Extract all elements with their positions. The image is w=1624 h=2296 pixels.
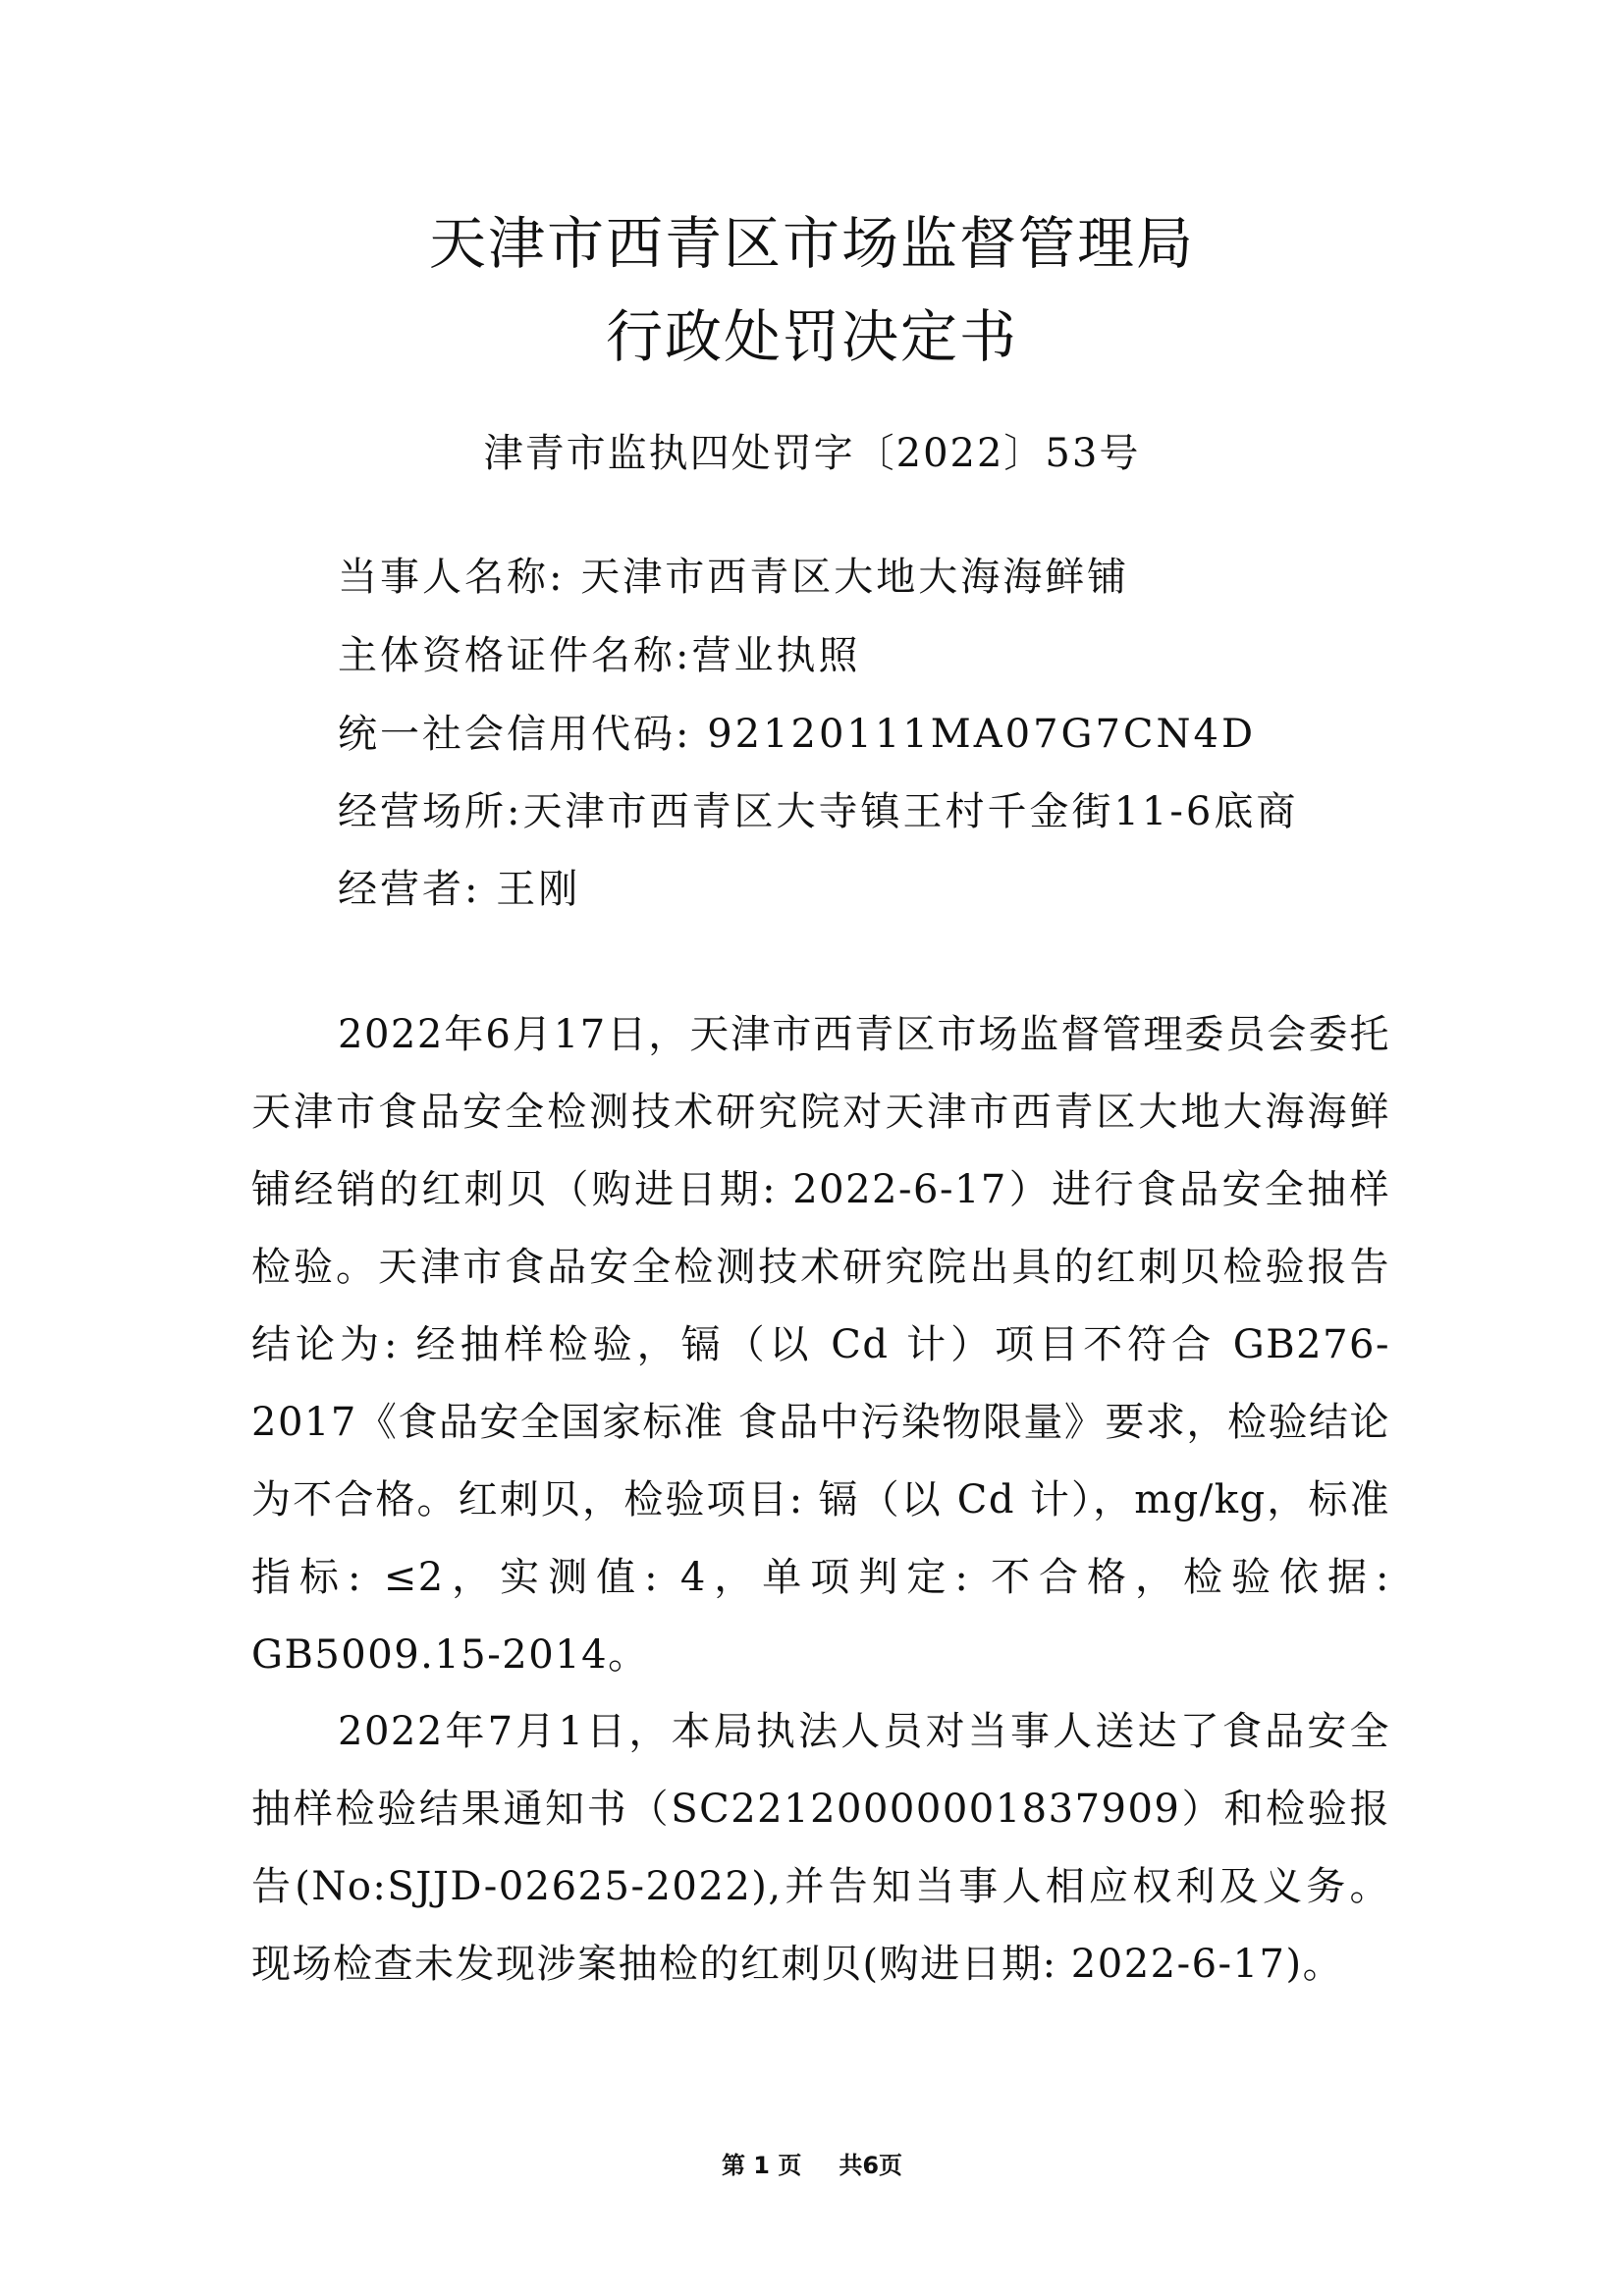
document-title-line2: 行政处罚决定书	[605, 303, 1018, 370]
page-footer	[0, 2148, 1624, 2183]
body-paragraph: 2022年7月1日，本局执法人员对当事人送达了食品安全抽样检验结果通知书（SC22120000001837909）和检验报告(No:SJJD-02625-2022),并告知当事人相应权利及义务。现场检查未发现涉案抽检的红刺贝(购进日期: 2022-6-17)。	[251, 1709, 1390, 1987]
document-number: 津青市监执四处罚字〔2022〕53号	[483, 431, 1141, 476]
business-address-line: 经营场所:天津市西青区大寺镇王村千金街11-6底商	[338, 789, 1299, 834]
page-number: 第 1 页	[721, 2152, 802, 2179]
party-name-line: 当事人名称: 天津市西青区大地大海海鲜铺	[338, 555, 1130, 600]
body-paragraph: 2022年6月17日，天津市西青区市场监督管理委员会委托天津市食品安全检测技术研究院对天津市西青区大地大海海鲜铺经销的红刺贝（购进日期: 2022-6-17）进行食品安全抽样检验。天津市食品安全检测技术研究院出具的红刺贝检验报告结论为: 经抽样检验，镉（以 Cd 计）项目不符合 GB276-2017《食品安全国家标准 食品中污染物限量》要求，检验结论为不合格。红刺贝，检验项目: 镉（以 Cd 计），mg/kg，标准指标: ≤2，实测值: 4，单项判定: 不合格，检验依据: GB5009.15-2014。	[251, 1012, 1390, 1678]
license-type-line: 主体资格证件名称:营业执照	[338, 633, 861, 678]
credit-code-line: 统一社会信用代码: 92120111MA07G7CN4D	[338, 712, 1257, 757]
operator-line: 经营者: 王刚	[338, 867, 581, 912]
document-title-line1: 天津市西青区市场监督管理局	[428, 210, 1195, 277]
page-total: 共6页	[839, 2152, 903, 2179]
